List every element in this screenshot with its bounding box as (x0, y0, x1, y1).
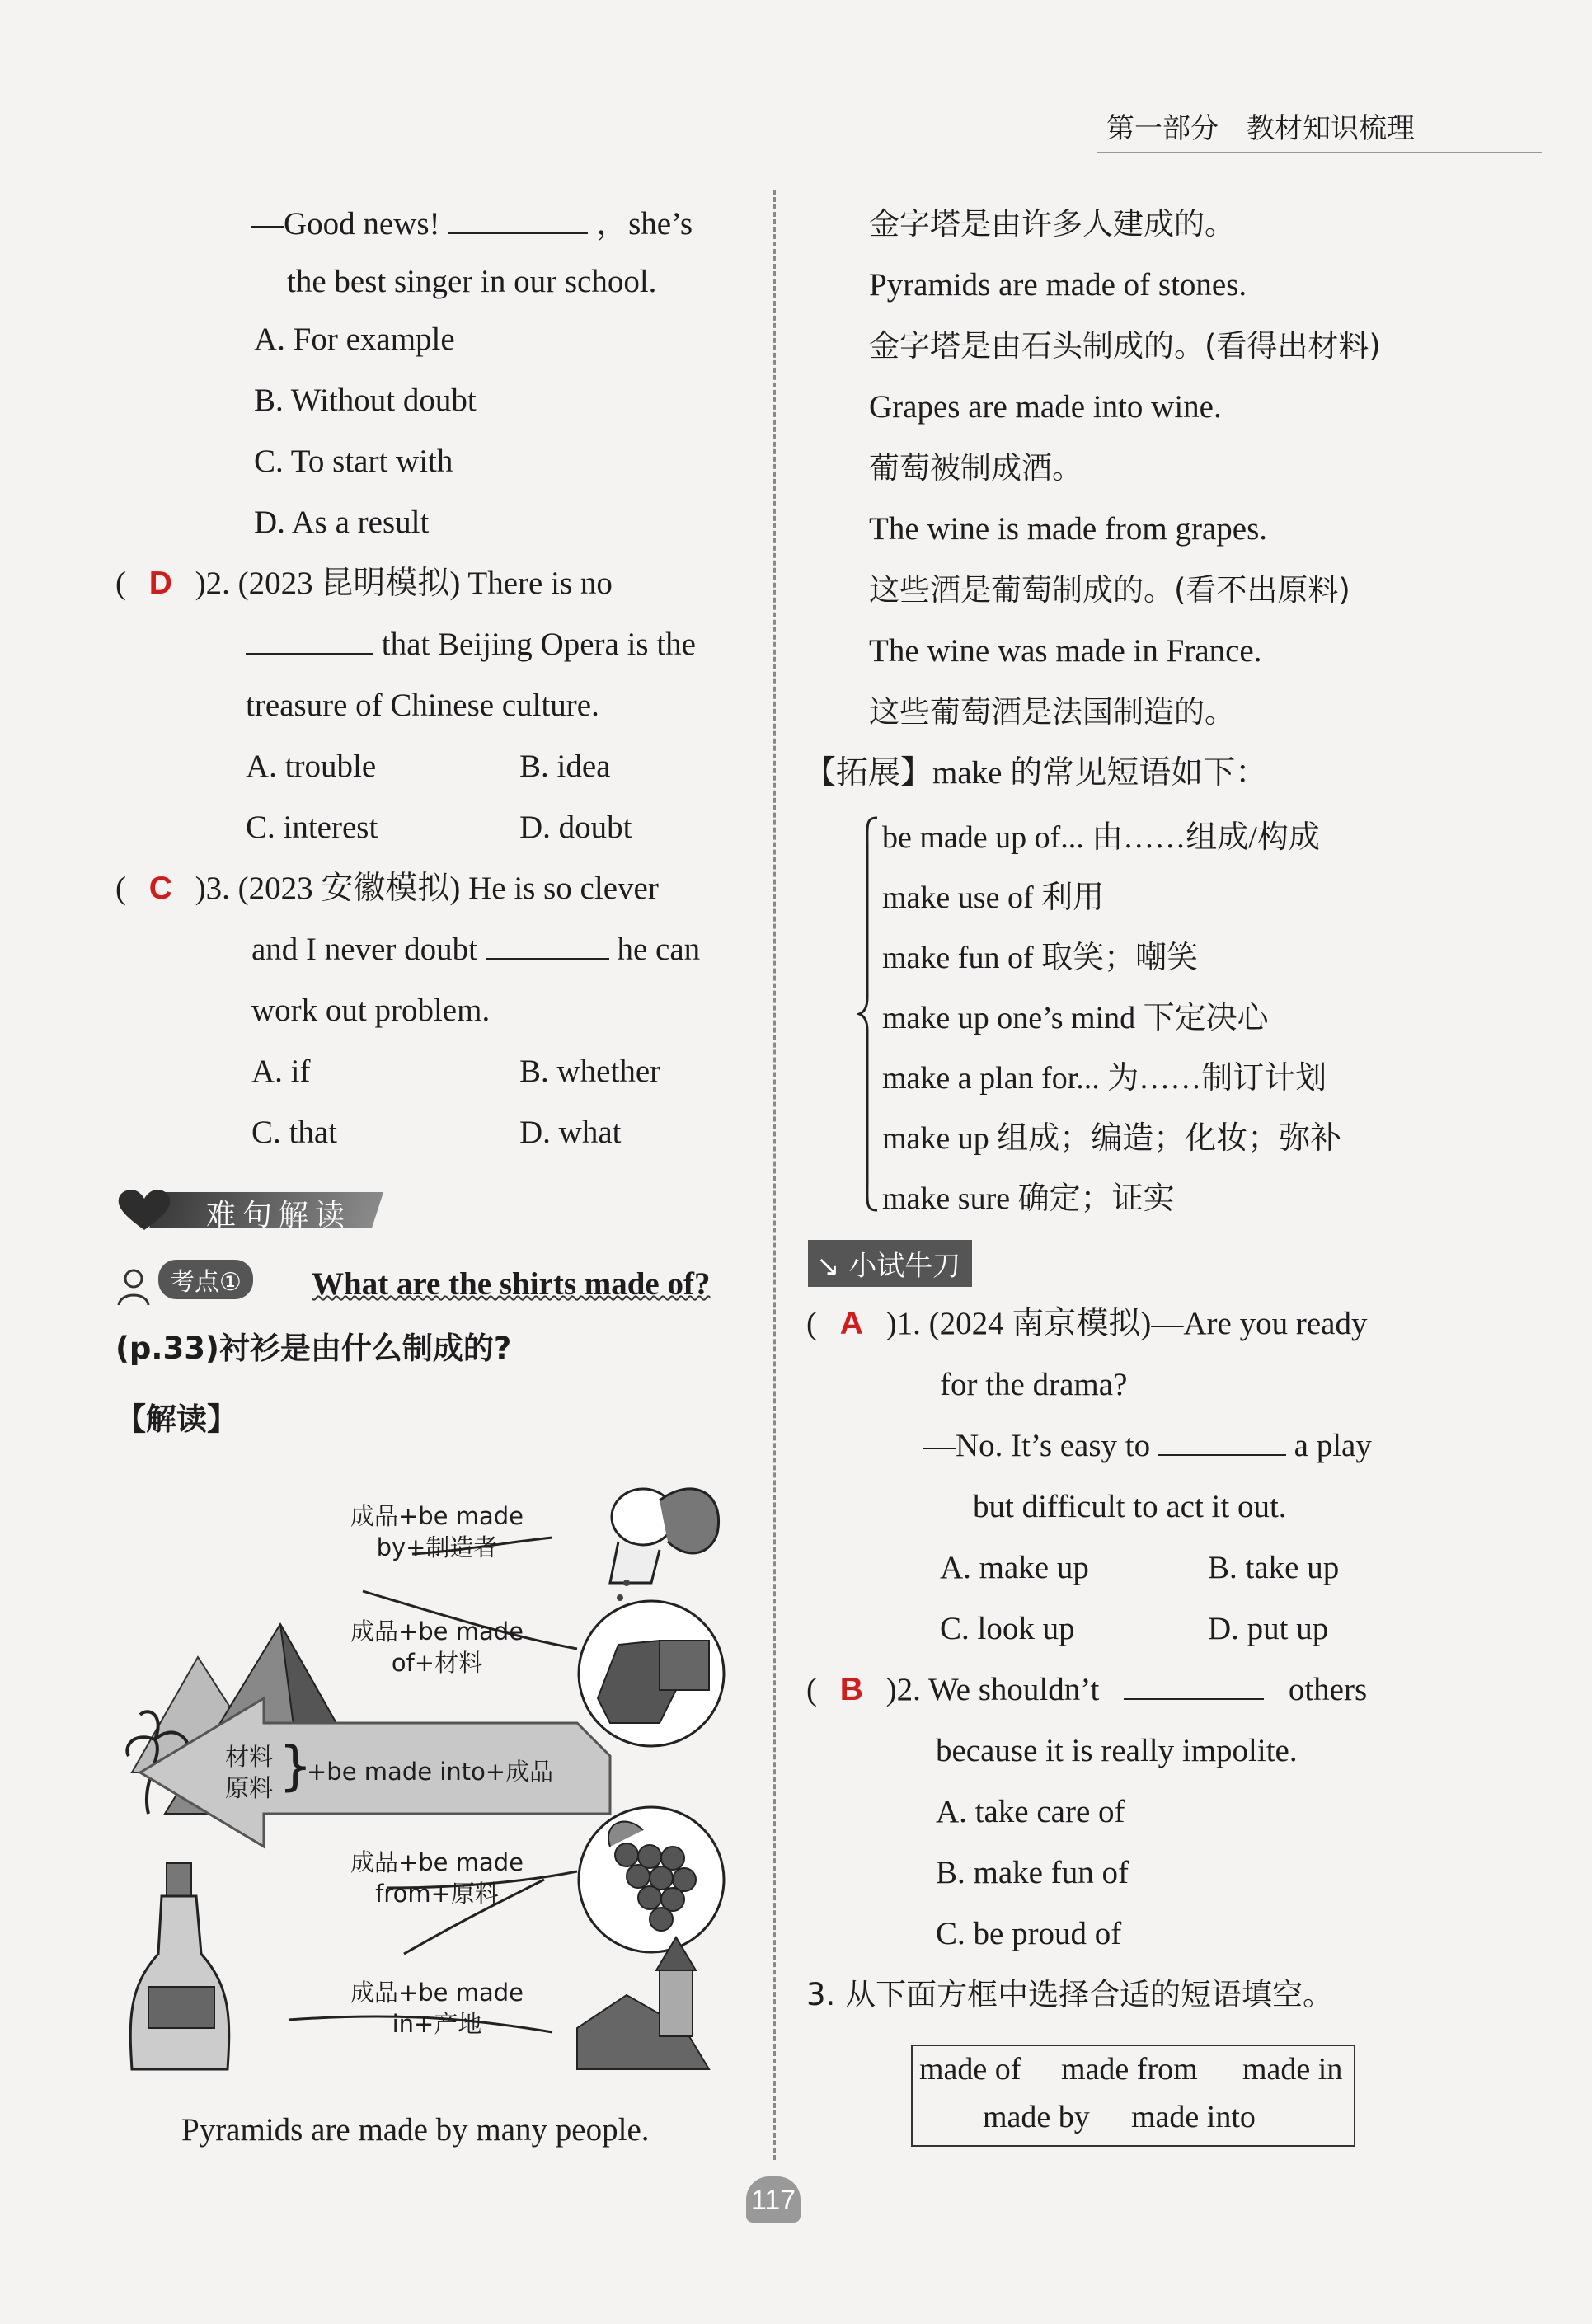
q1-blank (448, 206, 588, 234)
right-line-5: 葡萄被制成酒。 (869, 450, 1082, 486)
p1-line3: —No. It’s easy to a play (923, 1428, 1372, 1463)
kaodian-badge: 考点① (158, 1260, 253, 1299)
person-icon (115, 1267, 155, 1307)
q1-line2: the best singer in our school. (287, 264, 657, 299)
q3-option-d: D. what (519, 1115, 622, 1150)
box-item: made in (1242, 2052, 1343, 2087)
q2-option-b: B. idea (519, 749, 611, 784)
q3-option-c: C. that (251, 1115, 337, 1150)
q3-line3: work out problem. (251, 993, 491, 1028)
p2-line1: ( B )2. We shouldn’t others (806, 1672, 1368, 1707)
practice-tag: ↘ 小试牛刀 (808, 1240, 972, 1287)
diagram-label-materials: 材料 原料 (224, 1743, 273, 1802)
p2-option-c: C. be proud of (936, 1916, 1122, 1951)
right-line-9: 这些葡萄酒是法国制造的。 (869, 694, 1235, 730)
q2-option-c: C. interest (246, 810, 378, 845)
q2-answer: D (148, 566, 172, 601)
phrase-item: make sure 确定；证实 (882, 1181, 1175, 1216)
diagram-label-by: 成品+be made by+制造者 (350, 1502, 524, 1561)
phrase-item: make up one’s mind 下定决心 (882, 1001, 1269, 1035)
phrase-item: make up 组成；编造；化妆；弥补 (882, 1121, 1342, 1156)
right-line-2: Pyramids are made of stones. (869, 267, 1247, 303)
right-line-1: 金字塔是由许多人建成的。 (869, 206, 1235, 242)
p1-line4: but difficult to act it out. (973, 1489, 1287, 1524)
p1-option-c: C. look up (940, 1611, 1075, 1646)
brace-icon: } (279, 1736, 312, 1797)
q2-line3: treasure of Chinese culture. (246, 688, 599, 723)
make-phrase-list (882, 808, 1341, 1229)
q3-option-b: B. whether (519, 1054, 661, 1089)
man-carrying-rock-icon (610, 1489, 719, 1601)
header-rule (1097, 152, 1542, 153)
arrow-icon: ↘ (816, 1250, 840, 1283)
p1-option-b: B. take up (1208, 1550, 1340, 1585)
q1-option-c: C. To start with (254, 444, 453, 479)
stones-icon (579, 1601, 724, 1746)
q1-option-b: B. Without doubt (254, 383, 477, 418)
big-brace-icon (857, 816, 882, 1212)
p2-answer: B (839, 1672, 863, 1707)
diagram-label-in: 成品+be made in+产地 (350, 1979, 524, 2038)
wine-bottle-icon (130, 1863, 229, 2069)
tuozhan-heading: 【拓展】make 的常见短语如下： (804, 755, 1268, 791)
diagram-label-of: 成品+be made of+材料 (350, 1617, 524, 1677)
q2-line2: that Beijing Opera is the (246, 622, 696, 668)
right-line-6: The wine is made from grapes. (869, 511, 1268, 547)
p1-line1: ( A )1. (2024 南京模拟)—Are you ready (806, 1306, 1368, 1341)
p2-line2: because it is really impolite. (936, 1733, 1298, 1768)
diagram-label-from: 成品+be made from+原料 (350, 1848, 524, 1908)
q2-blank (246, 627, 373, 655)
box-item: made by (983, 2100, 1090, 2134)
kaodian-reference: (p.33)衬衫是由什么制成的? (115, 1331, 512, 1366)
q3-line2: and I never doubt he can (251, 932, 701, 967)
p1-answer: A (839, 1306, 863, 1341)
heart-icon (115, 1187, 173, 1233)
diagram-label-into: +be made into+成品 (307, 1758, 554, 1786)
q1-option-a: A. For example (254, 322, 455, 357)
q3-blank (486, 932, 609, 960)
p2-option-b: B. make fun of (936, 1855, 1129, 1890)
p3-title: 3. 从下面方框中选择合适的短语填空。 (806, 1977, 1334, 2012)
page-header: 第一部分 教材知识梳理 (1106, 112, 1415, 145)
right-line-4: Grapes are made into wine. (869, 389, 1222, 425)
q3-option-a: A. if (251, 1054, 311, 1089)
box-item: made of (919, 2052, 1021, 2087)
phrase-item: make fun of 取笑；嘲笑 (882, 941, 1199, 975)
kaodian-question: What are the shirts made of? (312, 1266, 711, 1302)
phrase-item: make a plan for... 为……制订计划 (882, 1061, 1327, 1096)
q2-line1: ( D )2. (2023 昆明模拟) There is no (115, 566, 613, 601)
box-item: made from (1061, 2052, 1198, 2087)
church-icon (577, 1937, 709, 2069)
q3-line1: ( C )3. (2023 安徽模拟) He is so clever (115, 871, 659, 906)
right-line-3: 金字塔是由石头制成的。(看得出材料) (869, 328, 1381, 364)
column-divider (773, 190, 776, 2160)
banner-title: 难句解读 (206, 1199, 352, 1232)
right-line-7: 这些酒是葡萄制成的。(看不出原料) (869, 572, 1350, 608)
box-item: made into (1131, 2100, 1256, 2134)
pyramids-sentence: Pyramids are made by many people. (181, 2112, 650, 2148)
p2-option-a: A. take care of (936, 1794, 1125, 1829)
kaodian-row (115, 1260, 253, 1307)
q1-option-d: D. As a result (254, 505, 430, 540)
p1-blank (1158, 1428, 1286, 1456)
right-line-8: The wine was made in France. (869, 633, 1262, 669)
p1-option-d: D. put up (1208, 1611, 1329, 1646)
phrase-item: make use of 利用 (882, 880, 1105, 915)
p2-blank (1124, 1672, 1264, 1700)
q2-option-a: A. trouble (246, 749, 377, 784)
phrase-item: be made up of... 由……组成/构成 (882, 820, 1320, 855)
p1-line2: for the drama? (940, 1367, 1128, 1402)
section-banner (115, 1187, 387, 1233)
page-number: 117 (746, 2176, 801, 2223)
q2-option-d: D. doubt (519, 810, 632, 845)
q3-answer: C (148, 871, 172, 906)
word-box (911, 2045, 1355, 2147)
q1-line1: —Good news! ，she’s (251, 206, 693, 242)
p1-option-a: A. make up (940, 1550, 1089, 1585)
grapes-icon (579, 1807, 724, 1952)
jiedu-label: 【解读】 (115, 1401, 237, 1437)
